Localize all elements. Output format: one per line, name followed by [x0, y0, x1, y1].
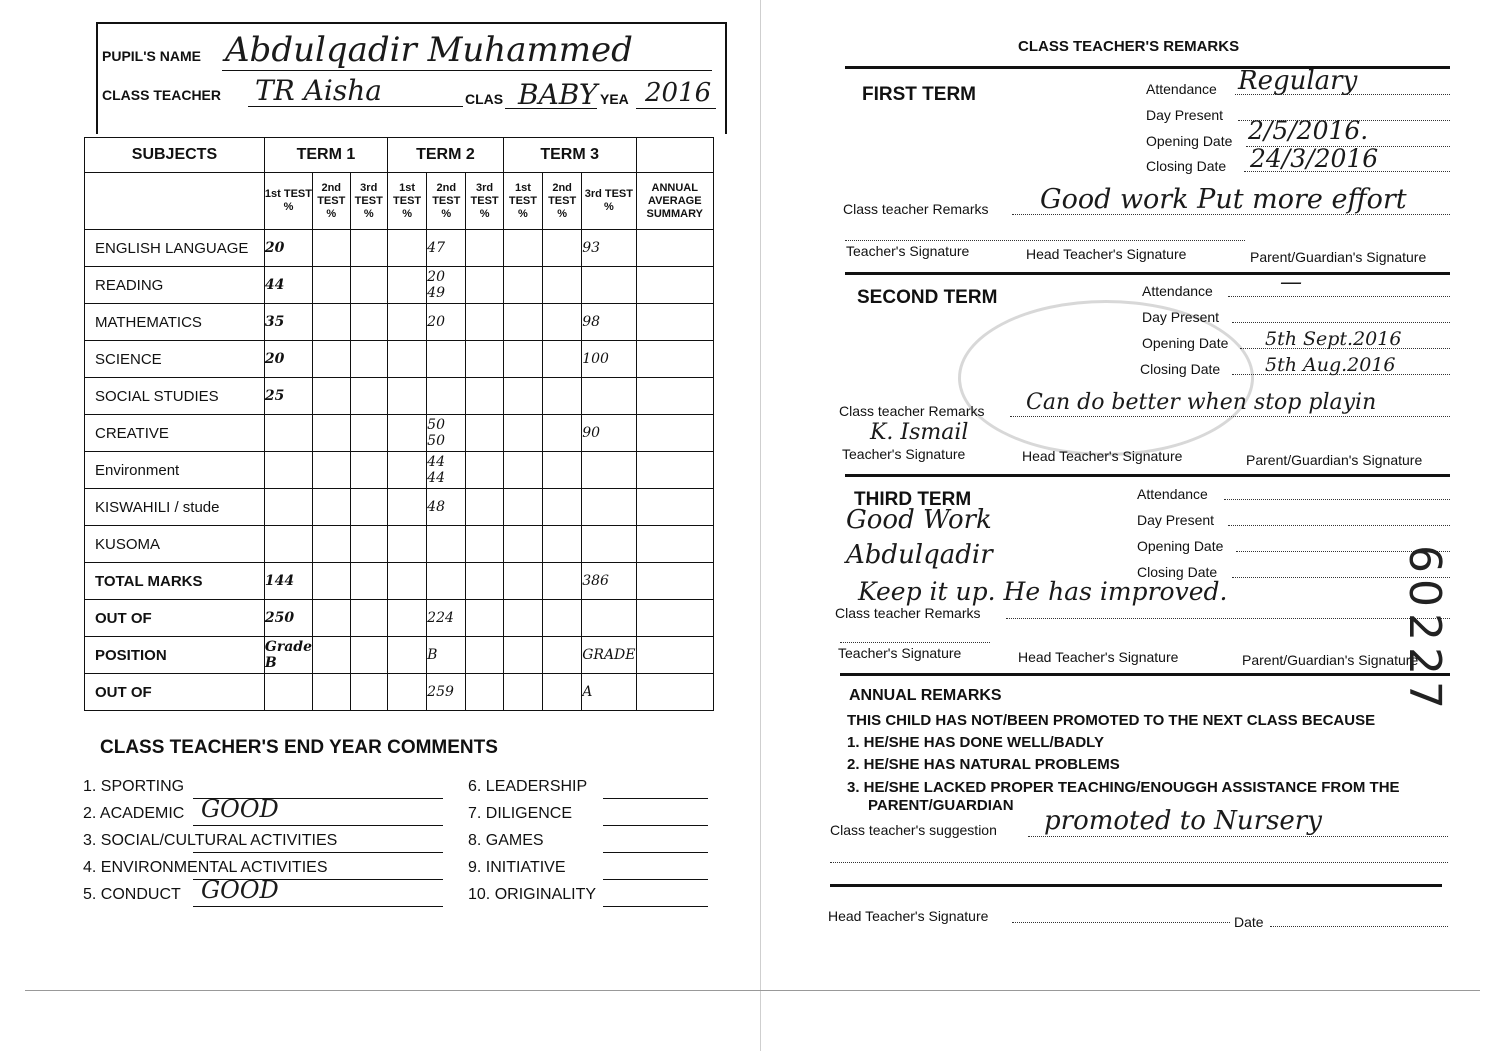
comment-label: 1. SPORTING: [83, 778, 185, 795]
empty-mark-cell: [543, 526, 582, 563]
empty-mark-cell: [350, 600, 387, 637]
empty-mark-cell: [466, 415, 503, 452]
empty-mark-cell: [466, 230, 503, 267]
term1-mark-cell: Grade B: [264, 637, 312, 674]
rule-third: [840, 673, 1450, 676]
empty-mark-cell: [466, 341, 503, 378]
third-remarks-dots-2: [840, 642, 990, 643]
comment-label: 6. LEADERSHIP: [468, 778, 588, 795]
table-row: [85, 378, 714, 415]
empty-mark-cell: [350, 304, 387, 341]
term2-mark-cell: 224: [427, 600, 466, 637]
table-row: [85, 415, 714, 452]
first-closing-label: Closing Date: [1146, 158, 1227, 174]
third-term-heading: THIRD TERM: [854, 489, 972, 510]
empty-mark-cell: [313, 267, 350, 304]
subject-cell: SOCIAL STUDIES: [85, 378, 265, 415]
table-row: [85, 563, 714, 600]
term1-mark-cell: 250: [264, 600, 312, 637]
rule-second: [845, 474, 1450, 477]
subject-cell: OUT OF: [85, 600, 265, 637]
term3-mark-cell: [582, 526, 636, 563]
empty-mark-cell: [503, 304, 542, 341]
empty-mark-cell: [466, 378, 503, 415]
term1-header: TERM 1: [264, 138, 387, 173]
annual-date-dots: [1270, 926, 1448, 927]
subject-cell: POSITION: [85, 637, 265, 674]
third-remarks-dots: [1006, 618, 1450, 619]
term1-mark-cell: 20: [264, 230, 312, 267]
subject-cell: KISWAHILI / stude: [85, 489, 265, 526]
empty-mark-cell: [636, 489, 714, 526]
annual-line-3: 3. HE/SHE LACKED PROPER TEACHING/ENOUGGH ASSISTANCE FROM THE: [847, 779, 1400, 796]
term2-mark-cell: 20 49: [427, 267, 466, 304]
empty-mark-cell: [636, 304, 714, 341]
third-parent-sig-label: Parent/Guardian's Signature: [1242, 652, 1419, 668]
term3-mark-cell: [582, 600, 636, 637]
empty-mark-cell: [466, 267, 503, 304]
empty-mark-cell: [503, 489, 542, 526]
term2-mark-cell: 20: [427, 304, 466, 341]
empty-mark-cell: [466, 526, 503, 563]
t2-test1: 1st TEST %: [387, 173, 426, 230]
empty-mark-cell: [350, 674, 387, 711]
second-teacher-sig-label: Teacher's Signature: [842, 446, 966, 462]
second-opening-label: Opening Date: [1142, 335, 1229, 351]
second-remarks-label: Class teacher Remarks: [839, 403, 985, 419]
empty-mark-cell: [387, 230, 426, 267]
t1-test1: 1st TEST %: [264, 173, 312, 230]
empty-mark-cell: [543, 600, 582, 637]
term2-mark-cell: 44 44: [427, 452, 466, 489]
term3-mark-cell: 90: [582, 415, 636, 452]
empty-mark-cell: [387, 452, 426, 489]
comment-line: [603, 906, 708, 907]
empty-mark-cell: [313, 415, 350, 452]
subject-cell: Environment: [85, 452, 265, 489]
empty-mark-cell: [466, 452, 503, 489]
comment-line: [193, 906, 443, 907]
term1-mark-cell: [264, 526, 312, 563]
term3-mark-cell: A: [582, 674, 636, 711]
empty-mark-cell: [543, 304, 582, 341]
comment-label: 8. GAMES: [468, 832, 544, 849]
third-attendance-dots: [1224, 499, 1450, 500]
empty-mark-cell: [387, 637, 426, 674]
empty-mark-cell: [350, 452, 387, 489]
empty-mark-cell: [636, 230, 714, 267]
empty-mark-cell: [636, 526, 714, 563]
term2-mark-cell: [427, 563, 466, 600]
first-teacher-sig-label: Teacher's Signature: [846, 243, 970, 259]
comment-line: [603, 879, 708, 880]
rule-annual: [830, 884, 1442, 887]
term3-mark-cell: [582, 489, 636, 526]
term2-mark-cell: 47: [427, 230, 466, 267]
term1-mark-cell: 35: [264, 304, 312, 341]
empty-mark-cell: [503, 230, 542, 267]
term3-mark-cell: 93: [582, 230, 636, 267]
pupil-name-label: PUPIL'S NAME: [102, 48, 202, 64]
empty-mark-cell: [387, 415, 426, 452]
empty-mark-cell: [636, 674, 714, 711]
class-value: BABY: [518, 78, 598, 111]
t1-test3: 3rd TEST %: [350, 173, 387, 230]
comment-label: 10. ORIGINALITY: [468, 886, 597, 903]
term3-header: TERM 3: [503, 138, 636, 173]
empty-mark-cell: [503, 637, 542, 674]
empty-mark-cell: [313, 304, 350, 341]
comment-line: [603, 852, 708, 853]
empty-mark-cell: [313, 637, 350, 674]
term1-mark-cell: [264, 415, 312, 452]
second-opening-value: 5th Sept.2016: [1265, 328, 1402, 350]
subjects-header: SUBJECTS: [85, 138, 265, 173]
empty-mark-cell: [387, 563, 426, 600]
empty-mark-cell: [387, 600, 426, 637]
comment-line: [193, 825, 443, 826]
empty-mark-cell: [313, 452, 350, 489]
empty-mark-cell: [543, 230, 582, 267]
term1-mark-cell: 25: [264, 378, 312, 415]
term2-header: TERM 2: [387, 138, 503, 173]
empty-mark-cell: [387, 674, 426, 711]
t2-test3: 3rd TEST %: [466, 173, 503, 230]
empty-mark-cell: [636, 378, 714, 415]
comment-label: 5. CONDUCT: [83, 886, 181, 903]
third-daypresent-dots: [1228, 525, 1450, 526]
empty-mark-cell: [313, 563, 350, 600]
class-teacher-value: TR Aisha: [255, 74, 382, 107]
third-comment-2: Abdulqadir: [846, 540, 993, 570]
empty-mark-cell: [543, 674, 582, 711]
class-label: CLAS: [465, 91, 504, 107]
comment-label: 4. ENVIRONMENTAL ACTIVITIES: [83, 859, 328, 876]
suggestion-dots: [1028, 836, 1448, 837]
empty-mark-cell: [503, 341, 542, 378]
empty-mark-cell: [350, 489, 387, 526]
term3-mark-cell: 386: [582, 563, 636, 600]
table-row: [85, 304, 714, 341]
empty-mark-cell: [313, 600, 350, 637]
empty-mark-cell: [466, 674, 503, 711]
term2-mark-cell: 50 50: [427, 415, 466, 452]
comment-label: 2. ACADEMIC: [83, 805, 185, 822]
empty-mark-cell: [313, 526, 350, 563]
third-teacher-sig-label: Teacher's Signature: [838, 645, 962, 661]
end-year-comments-title: CLASS TEACHER'S END YEAR COMMENTS: [100, 737, 498, 758]
empty-mark-cell: [387, 526, 426, 563]
year-value: 2016: [645, 78, 712, 108]
subject-cell: ENGLISH LANGUAGE: [85, 230, 265, 267]
empty-mark-cell: [543, 341, 582, 378]
empty-mark-cell: [636, 341, 714, 378]
first-opening-label: Opening Date: [1146, 133, 1233, 149]
table-row: [85, 267, 714, 304]
pupil-name-line: [222, 70, 712, 71]
third-comment-1: Good Work: [846, 505, 992, 535]
empty-mark-cell: [350, 563, 387, 600]
empty-mark-cell: [350, 378, 387, 415]
first-remarks-dots-2: [845, 240, 1245, 241]
class-line: [505, 108, 597, 109]
comment-line: [603, 798, 708, 799]
annual-header-blank: [636, 138, 714, 173]
empty-mark-cell: [636, 415, 714, 452]
right-page: [760, 0, 1500, 1051]
comment-line: [193, 852, 443, 853]
table-row: [85, 452, 714, 489]
comment-label: 3. SOCIAL/CULTURAL ACTIVITIES: [83, 832, 338, 849]
comment-label: 9. INITIATIVE: [468, 859, 566, 876]
t3-test1: 1st TEST %: [503, 173, 542, 230]
third-closing-label: Closing Date: [1137, 564, 1218, 580]
empty-mark-cell: [387, 304, 426, 341]
subject-cell: READING: [85, 267, 265, 304]
table-row: [85, 526, 714, 563]
subject-cell: MATHEMATICS: [85, 304, 265, 341]
annual-line-2: 2. HE/SHE HAS NATURAL PROBLEMS: [847, 756, 1120, 773]
first-closing-value: 24/3/2016: [1250, 144, 1379, 173]
table-row: [85, 674, 714, 711]
second-daypresent-dots: [1232, 322, 1450, 323]
empty-mark-cell: [387, 378, 426, 415]
first-attendance-value: Regulary: [1238, 66, 1358, 96]
pupil-name-value: Abdulqadir Muhammed: [225, 30, 633, 70]
empty-mark-cell: [350, 526, 387, 563]
term2-mark-cell: [427, 526, 466, 563]
empty-mark-cell: [387, 341, 426, 378]
annual-head-sig-label: Head Teacher's Signature: [828, 908, 989, 924]
subject-cell: KUSOMA: [85, 526, 265, 563]
term3-mark-cell: GRADE: [582, 637, 636, 674]
grades-table: [84, 137, 714, 711]
empty-mark-cell: [543, 563, 582, 600]
empty-mark-cell: [636, 452, 714, 489]
annual-line-0: THIS CHILD HAS NOT/BEEN PROMOTED TO THE NEXT CLASS BECAUSE: [847, 712, 1376, 729]
suggestion-label: Class teacher's suggestion: [830, 822, 997, 838]
subject-cell: SCIENCE: [85, 341, 265, 378]
term1-mark-cell: 20: [264, 341, 312, 378]
class-teacher-line: [248, 106, 463, 107]
empty-mark-cell: [350, 267, 387, 304]
empty-mark-cell: [503, 600, 542, 637]
second-remarks-value: Can do better when stop playin: [1026, 390, 1377, 415]
empty-mark-cell: [350, 415, 387, 452]
t1-test2: 2nd TEST %: [313, 173, 350, 230]
empty-mark-cell: [636, 600, 714, 637]
term1-mark-cell: 144: [264, 563, 312, 600]
term3-mark-cell: 98: [582, 304, 636, 341]
empty-mark-cell: [313, 674, 350, 711]
third-opening-label: Opening Date: [1137, 538, 1224, 554]
second-daypresent-label: Day Present: [1142, 309, 1220, 325]
subject-cell: CREATIVE: [85, 415, 265, 452]
empty-mark-cell: [313, 378, 350, 415]
term3-mark-cell: [582, 452, 636, 489]
table-row: [85, 637, 714, 674]
side-serial-number: 60227: [1399, 545, 1450, 715]
term1-mark-cell: [264, 489, 312, 526]
table-row: [85, 341, 714, 378]
subject-cell: OUT OF: [85, 674, 265, 711]
empty-mark-cell: [543, 267, 582, 304]
third-remarks-label: Class teacher Remarks: [835, 605, 981, 621]
t2-test2: 2nd TEST %: [427, 173, 466, 230]
empty-mark-cell: [543, 452, 582, 489]
second-attendance-dots: [1228, 296, 1450, 297]
class-teacher-label: CLASS TEACHER: [102, 87, 222, 103]
empty-mark-cell: [503, 378, 542, 415]
term3-mark-cell: [582, 378, 636, 415]
empty-mark-cell: [636, 563, 714, 600]
annual-head-sig-dots: [1012, 922, 1230, 923]
first-remarks-label: Class teacher Remarks: [843, 201, 989, 217]
t3-test2: 2nd TEST %: [543, 173, 582, 230]
subheader-blank: [85, 173, 265, 230]
rule-top: [845, 66, 1450, 69]
empty-mark-cell: [466, 637, 503, 674]
first-term-heading: FIRST TERM: [862, 84, 976, 105]
empty-mark-cell: [503, 563, 542, 600]
empty-mark-cell: [503, 674, 542, 711]
comment-value: GOOD: [201, 795, 279, 823]
second-head-sig-label: Head Teacher's Signature: [1022, 448, 1183, 464]
annual-date-label: Date: [1234, 914, 1264, 930]
second-closing-label: Closing Date: [1140, 361, 1221, 377]
table-row: [85, 230, 714, 267]
empty-mark-cell: [350, 341, 387, 378]
second-term-heading: SECOND TERM: [857, 287, 998, 308]
empty-mark-cell: [543, 415, 582, 452]
annual-remarks-heading: ANNUAL REMARKS: [849, 687, 1002, 704]
term2-mark-cell: 259: [427, 674, 466, 711]
second-parent-sig-label: Parent/Guardian's Signature: [1246, 452, 1423, 468]
term1-mark-cell: [264, 452, 312, 489]
table-row: [85, 600, 714, 637]
term1-mark-cell: 44: [264, 267, 312, 304]
table-row: [85, 489, 714, 526]
third-head-sig-label: Head Teacher's Signature: [1018, 649, 1179, 665]
second-attendance-label: Attendance: [1142, 283, 1213, 299]
second-attendance-value: —: [1280, 270, 1302, 295]
empty-mark-cell: [313, 489, 350, 526]
term3-mark-cell: [582, 267, 636, 304]
comment-value: GOOD: [201, 876, 279, 904]
empty-mark-cell: [466, 304, 503, 341]
annual-summary-header: ANNUAL AVERAGE SUMMARY: [636, 173, 714, 230]
second-closing-value: 5th Aug.2016: [1265, 354, 1396, 376]
term2-mark-cell: B: [427, 637, 466, 674]
empty-mark-cell: [543, 637, 582, 674]
subject-cell: TOTAL MARKS: [85, 563, 265, 600]
empty-mark-cell: [313, 341, 350, 378]
empty-mark-cell: [636, 637, 714, 674]
term2-mark-cell: [427, 378, 466, 415]
empty-mark-cell: [503, 415, 542, 452]
term1-mark-cell: [264, 674, 312, 711]
first-head-sig-label: Head Teacher's Signature: [1026, 246, 1187, 262]
first-opening-value: 2/5/2016.: [1248, 116, 1369, 145]
term2-mark-cell: [427, 341, 466, 378]
third-attendance-label: Attendance: [1137, 486, 1208, 502]
empty-mark-cell: [636, 267, 714, 304]
empty-mark-cell: [387, 489, 426, 526]
t3-test3: 3rd TEST %: [582, 173, 636, 230]
second-signer-value: K. Ismail: [870, 420, 969, 445]
term2-mark-cell: 48: [427, 489, 466, 526]
first-attendance-label: Attendance: [1146, 81, 1217, 97]
remarks-title: CLASS TEACHER'S REMARKS: [1018, 38, 1240, 55]
annual-line-1: 1. HE/SHE HAS DONE WELL/BADLY: [847, 734, 1104, 751]
empty-mark-cell: [387, 267, 426, 304]
comment-label: 7. DILIGENCE: [468, 805, 573, 822]
empty-mark-cell: [466, 600, 503, 637]
term3-mark-cell: 100: [582, 341, 636, 378]
second-remarks-dots: [1010, 416, 1450, 417]
empty-mark-cell: [350, 637, 387, 674]
third-daypresent-label: Day Present: [1137, 512, 1215, 528]
first-parent-sig-label: Parent/Guardian's Signature: [1250, 249, 1427, 265]
empty-mark-cell: [466, 489, 503, 526]
empty-mark-cell: [313, 230, 350, 267]
empty-mark-cell: [503, 452, 542, 489]
empty-mark-cell: [466, 563, 503, 600]
table-header-row: [85, 138, 714, 173]
year-line: [636, 108, 716, 109]
empty-mark-cell: [350, 230, 387, 267]
year-label: YEA: [600, 91, 629, 107]
suggestion-dots-2: [830, 862, 1448, 863]
suggestion-value: promoted to Nursery: [1044, 806, 1322, 836]
comment-line: [603, 825, 708, 826]
empty-mark-cell: [543, 378, 582, 415]
annual-line-4: PARENT/GUARDIAN: [868, 797, 1014, 814]
third-comment-3: Keep it up. He has improved.: [858, 577, 1228, 606]
first-remarks-value: Good work Put more effort: [1040, 184, 1407, 215]
empty-mark-cell: [503, 526, 542, 563]
empty-mark-cell: [543, 489, 582, 526]
rule-first: [845, 272, 1450, 275]
table-subheader-row: [85, 173, 714, 230]
empty-mark-cell: [503, 267, 542, 304]
first-daypresent-label: Day Present: [1146, 107, 1224, 123]
